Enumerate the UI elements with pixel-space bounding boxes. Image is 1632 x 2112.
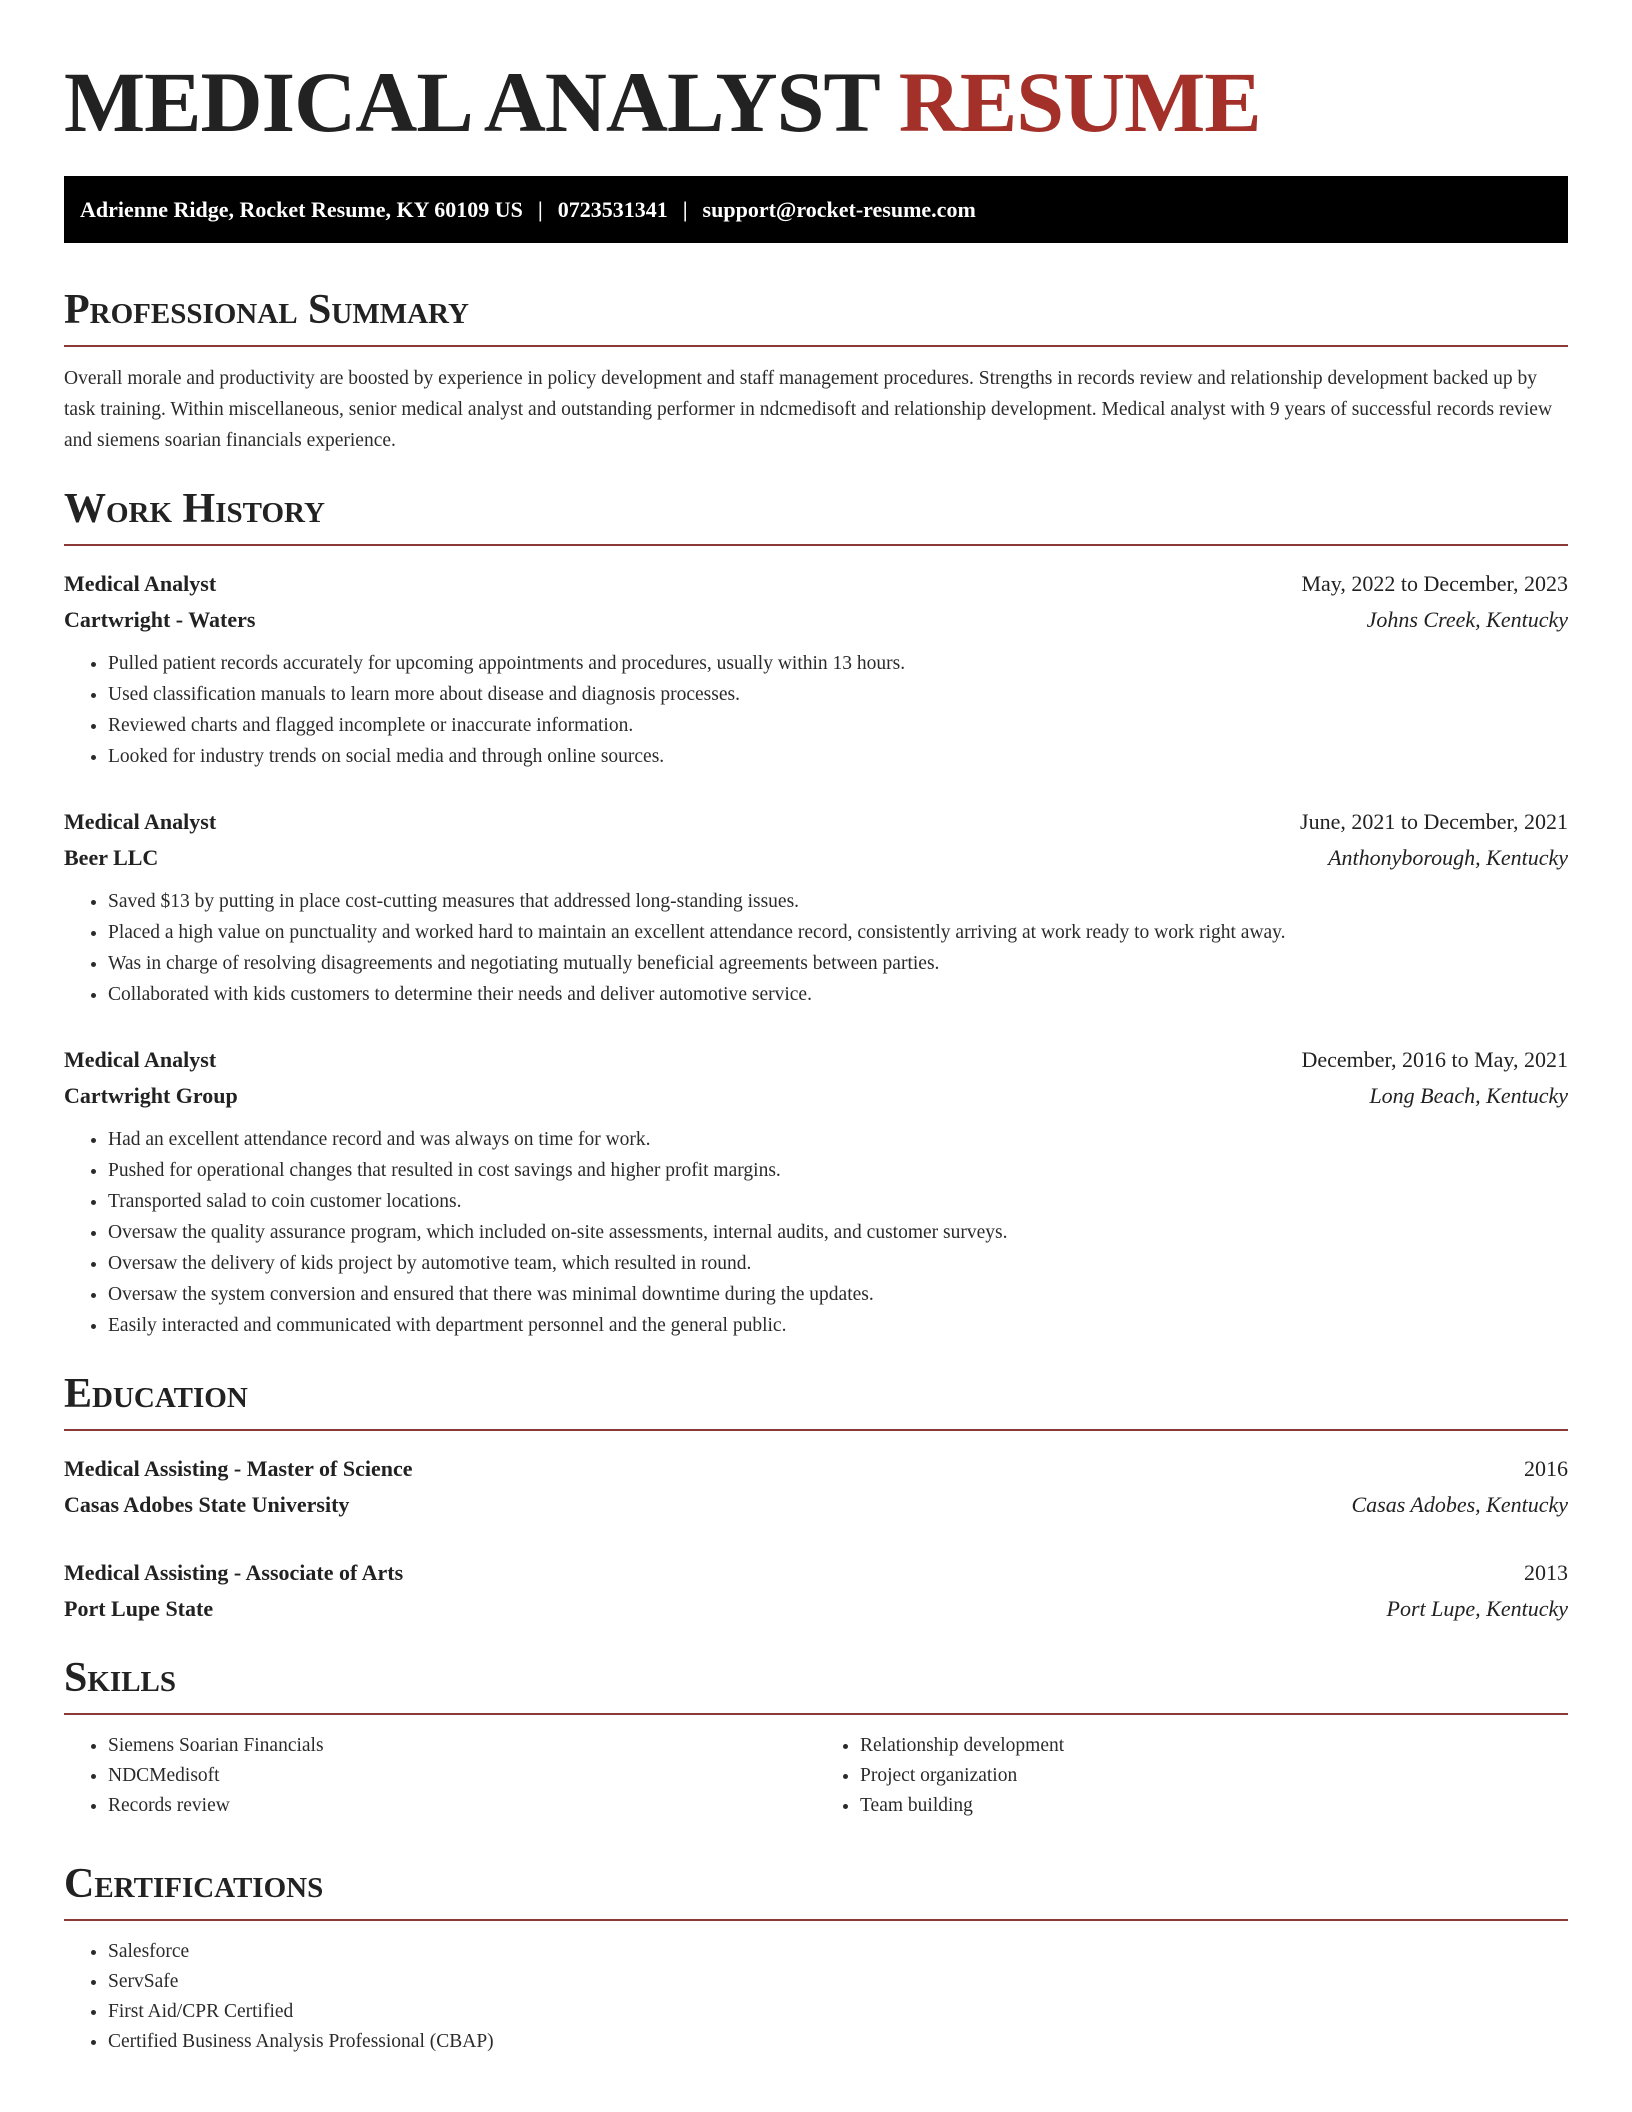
job-dates: June, 2021 to December, 2021 [1300, 809, 1568, 834]
job-company: Cartwright Group [64, 1083, 238, 1108]
job-company: Beer LLC [64, 845, 159, 870]
job-bullets [64, 648, 1568, 772]
job-bullet: • Pulled patient records accurately for upcoming appointments and procedures, usually within 13 hours. [108, 648, 1568, 679]
job-bullet: • Placed a high value on punctuality and worked hard to maintain an excellent attendance record, consistently arriving at work ready to work right away. [108, 917, 1568, 948]
education-degree: Medical Assisting - Master of Science [64, 1456, 413, 1481]
work-history-heading: Work History [64, 486, 1568, 546]
job-bullet: • Looked for industry trends on social media and through online sources. [108, 741, 1568, 772]
work-history-section [64, 486, 1568, 1341]
job-bullet: • Oversaw the quality assurance program, which included on-site assessments, internal audits, and customer surveys. [108, 1217, 1568, 1248]
skills-grid [64, 1731, 1568, 1821]
certifications-list [64, 1937, 1568, 2057]
job-entry [64, 1042, 1568, 1341]
education-degree: Medical Assisting - Associate of Arts [64, 1560, 404, 1585]
education-year: 2016 [1524, 1456, 1568, 1481]
certification-item: • First Aid/CPR Certified [108, 1997, 1568, 2027]
certifications-heading: Certifications [64, 1861, 1568, 1921]
title-accent: RESUME [898, 54, 1261, 150]
contact-address: Adrienne Ridge, Rocket Resume, KY 60109 US [80, 196, 523, 222]
job-bullets [64, 1124, 1568, 1341]
skills-column-right [816, 1731, 1568, 1821]
job-bullet: • Was in charge of resolving disagreements and negotiating mutually beneficial agreements between parties. [108, 948, 1568, 979]
job-bullet: • Transported salad to coin customer locations. [108, 1186, 1568, 1217]
summary-text: Overall morale and productivity are boosted by experience in policy development and staff management procedures. Strengths in records review and relationship development backed up by task training. Within miscellaneous, senior medical analyst and outstanding performer in ndcmedisoft and relationship development. Medical analyst with 9 years of successful records review and siemens soarian financials experience. [64, 368, 1553, 451]
title-main: MEDICAL ANALYST [64, 54, 879, 150]
job-dates: May, 2022 to December, 2023 [1301, 571, 1568, 596]
job-bullet: • Reviewed charts and flagged incomplete or inaccurate information. [108, 710, 1568, 741]
job-location: Long Beach, Kentucky [1369, 1083, 1568, 1108]
job-title: Medical Analyst [64, 1047, 217, 1072]
certifications-section [64, 1861, 1568, 2057]
certification-item: • ServSafe [108, 1967, 1568, 1997]
resume-page [64, 0, 1568, 2057]
job-bullet: • Pushed for operational changes that resulted in cost savings and higher profit margins. [108, 1155, 1568, 1186]
job-bullet: • Oversaw the system conversion and ensured that there was minimal downtime during the updates. [108, 1279, 1568, 1310]
contact-separator: | [537, 196, 543, 222]
summary-heading: Professional Summary [64, 287, 1568, 347]
certification-item: • Salesforce [108, 1937, 1568, 1967]
summary-section [64, 287, 1568, 456]
job-entry [64, 566, 1568, 772]
skill-item: • NDCMedisoft [108, 1761, 816, 1791]
education-section [64, 1371, 1568, 1627]
education-entry [64, 1555, 1568, 1627]
education-entry [64, 1451, 1568, 1523]
resume-title [64, 52, 1568, 152]
contact-phone: 0723531341 [557, 196, 668, 222]
education-school: Port Lupe State [64, 1596, 214, 1621]
job-bullet: • Collaborated with kids customers to determine their needs and deliver automotive service. [108, 979, 1568, 1010]
job-bullets [64, 886, 1568, 1010]
skill-item: • Team building [860, 1791, 1568, 1821]
education-year: 2013 [1524, 1560, 1568, 1585]
education-heading: Education [64, 1371, 1568, 1431]
skill-item: • Siemens Soarian Financials [108, 1731, 816, 1761]
contact-email: support@rocket-resume.com [702, 196, 976, 222]
job-location: Johns Creek, Kentucky [1366, 607, 1568, 632]
skill-item: • Relationship development [860, 1731, 1568, 1761]
job-dates: December, 2016 to May, 2021 [1301, 1047, 1568, 1072]
job-bullet: • Easily interacted and communicated with department personnel and the general public. [108, 1310, 1568, 1341]
job-title: Medical Analyst [64, 809, 217, 834]
skill-item: • Records review [108, 1791, 816, 1821]
skills-section [64, 1655, 1568, 1821]
skills-heading: Skills [64, 1655, 1568, 1715]
job-bullet: • Had an excellent attendance record and was always on time for work. [108, 1124, 1568, 1155]
job-bullet: • Used classification manuals to learn more about disease and diagnosis processes. [108, 679, 1568, 710]
contact-bar [64, 176, 1568, 243]
contact-separator: | [682, 196, 688, 222]
education-school: Casas Adobes State University [64, 1492, 350, 1517]
job-company: Cartwright - Waters [64, 607, 256, 632]
job-bullet: • Oversaw the delivery of kids project by automotive team, which resulted in round. [108, 1248, 1568, 1279]
education-location: Casas Adobes, Kentucky [1351, 1492, 1568, 1517]
job-title: Medical Analyst [64, 571, 217, 596]
education-location: Port Lupe, Kentucky [1386, 1596, 1568, 1621]
job-location: Anthonyborough, Kentucky [1328, 845, 1568, 870]
skill-item: • Project organization [860, 1761, 1568, 1791]
job-entry [64, 804, 1568, 1010]
skills-column-left [64, 1731, 816, 1821]
job-bullet: • Saved $13 by putting in place cost-cutting measures that addressed long-standing issues. [108, 886, 1568, 917]
certification-item: • Certified Business Analysis Professional (CBAP) [108, 2027, 1568, 2057]
certifications-list-wrap [64, 1937, 1568, 2057]
